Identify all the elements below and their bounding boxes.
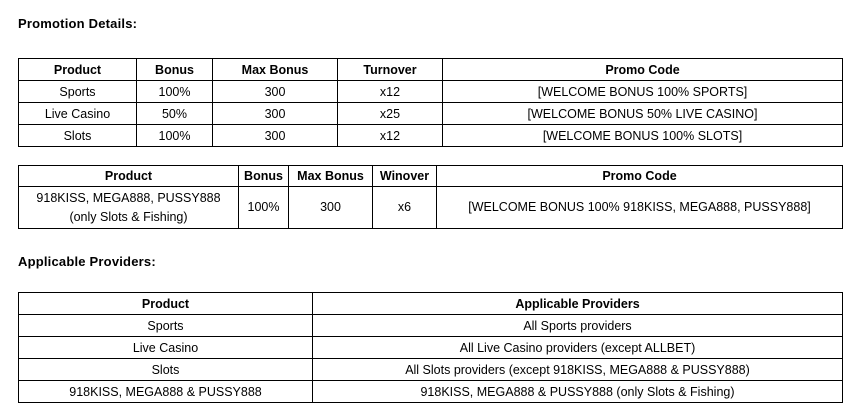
cell-providers: All Live Casino providers (except ALLBET) xyxy=(313,337,843,359)
table-row xyxy=(19,125,843,147)
cell-providers: 918KISS, MEGA888 & PUSSY888 (only Slots & Fishing) xyxy=(313,381,843,403)
header-bonus: Bonus xyxy=(239,166,289,187)
cell-bonus: 100% xyxy=(137,125,213,147)
header-max-bonus: Max Bonus xyxy=(289,166,373,187)
header-winover: Winover xyxy=(373,166,437,187)
cell-promo-code: [WELCOME BONUS 100% SLOTS] xyxy=(443,125,843,147)
promotion-details-heading: Promotion Details: xyxy=(18,16,138,31)
cell-product: Slots xyxy=(19,359,313,381)
table-row xyxy=(19,103,843,125)
cell-turnover: x12 xyxy=(338,81,443,103)
cell-bonus: 50% xyxy=(137,103,213,125)
cell-product: Live Casino xyxy=(19,103,137,125)
product-line-2: (only Slots & Fishing) xyxy=(69,209,188,224)
header-promo-code: Promo Code xyxy=(443,59,843,81)
cell-bonus: 100% xyxy=(239,187,289,229)
cell-promo-code: [WELCOME BONUS 50% LIVE CASINO] xyxy=(443,103,843,125)
cell-max-bonus: 300 xyxy=(213,125,338,147)
header-turnover: Turnover xyxy=(338,59,443,81)
cell-turnover: x25 xyxy=(338,103,443,125)
cell-max-bonus: 300 xyxy=(213,81,338,103)
cell-bonus: 100% xyxy=(137,81,213,103)
cell-product xyxy=(19,187,239,229)
cell-product: 918KISS, MEGA888 & PUSSY888 xyxy=(19,381,313,403)
header-promo-code: Promo Code xyxy=(437,166,843,187)
cell-providers: All Sports providers xyxy=(313,315,843,337)
table-row xyxy=(19,187,843,229)
cell-product: Live Casino xyxy=(19,337,313,359)
header-product: Product xyxy=(19,59,137,81)
table-row xyxy=(19,81,843,103)
header-applicable-providers: Applicable Providers xyxy=(313,293,843,315)
cell-turnover: x12 xyxy=(338,125,443,147)
cell-max-bonus: 300 xyxy=(289,187,373,229)
table-header-row xyxy=(19,293,843,315)
table-row xyxy=(19,337,843,359)
cell-product: Sports xyxy=(19,315,313,337)
cell-promo-code: [WELCOME BONUS 100% 918KISS, MEGA888, PUSSY888] xyxy=(437,187,843,229)
cell-winover: x6 xyxy=(373,187,437,229)
cell-providers: All Slots providers (except 918KISS, MEGA888 & PUSSY888) xyxy=(313,359,843,381)
table-header-row xyxy=(19,59,843,81)
table-row xyxy=(19,315,843,337)
provider-promotion-table xyxy=(18,165,843,229)
table-row xyxy=(19,381,843,403)
applicable-providers-heading: Applicable Providers: xyxy=(18,254,156,269)
header-product: Product xyxy=(19,293,313,315)
header-max-bonus: Max Bonus xyxy=(213,59,338,81)
applicable-providers-table xyxy=(18,292,843,403)
cell-product: Slots xyxy=(19,125,137,147)
cell-product: Sports xyxy=(19,81,137,103)
promotion-table xyxy=(18,58,843,147)
cell-promo-code: [WELCOME BONUS 100% SPORTS] xyxy=(443,81,843,103)
cell-max-bonus: 300 xyxy=(213,103,338,125)
table-row xyxy=(19,359,843,381)
product-line-1: 918KISS, MEGA888, PUSSY888 xyxy=(36,190,221,205)
table-header-row xyxy=(19,166,843,187)
header-bonus: Bonus xyxy=(137,59,213,81)
header-product: Product xyxy=(19,166,239,187)
